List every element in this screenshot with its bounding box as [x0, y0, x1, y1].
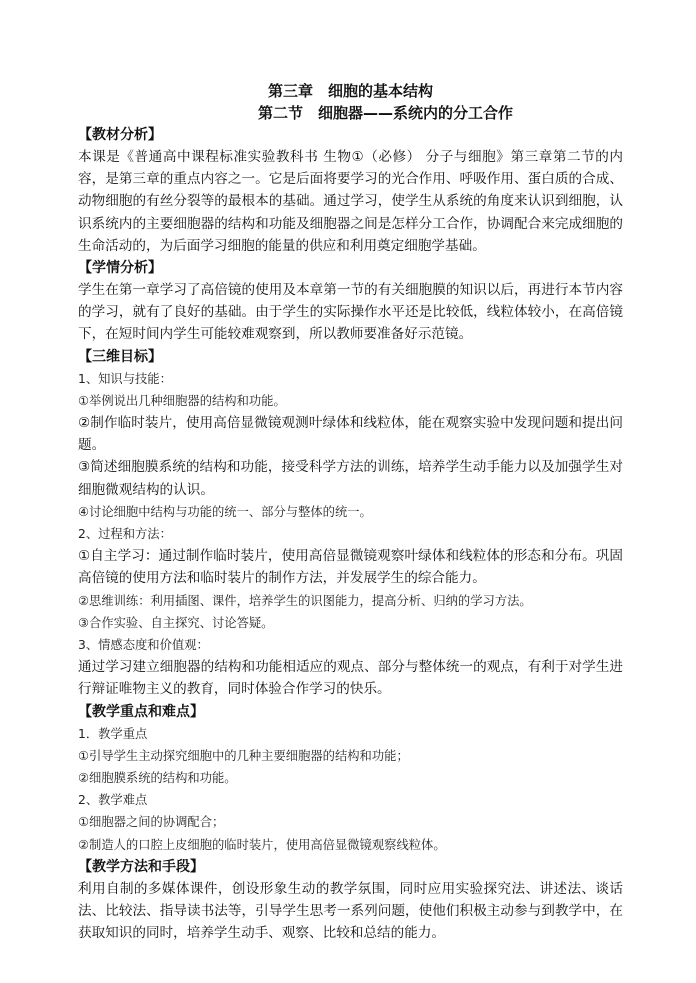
difficulty-item: ②制造人的口腔上皮细胞的临时装片，使用高倍显微镜观察线粒体。 — [78, 837, 446, 852]
section-title: 第二节 细胞器——系统内的分工合作 — [257, 104, 513, 122]
goals-process-subheading: 2、过程和方法： — [78, 527, 172, 541]
goal-item: ③简述细胞膜系统的结构和功能，接受科学方法的训练，培养学生动手能力以及加强学生对细胞微观结构的认识。 — [78, 459, 623, 498]
material-analysis-heading: 【教材分析】 — [78, 127, 162, 143]
goals-knowledge-subheading: 1、知识与技能： — [78, 371, 172, 386]
material-analysis-text: 本课是《普通高中课程标准实验教科书 生物①（必修） 分子与细胞》第三章第二节的内容，是第三章的重点内容之一。它是后面将要学习的光合作用、呼吸作用、蛋白质的合成、动物细胞的有丝分裂等的最根本的基础。通过学习，使学生从系统的角度来认识到细胞，认识系统内的主要细胞器的结构和功能及细胞器之间是怎样分工合作，协调配合来完成细胞的生命活动的，为后面学习细胞的能量的供应和利用奠定细胞学基础。 — [78, 149, 623, 254]
difficulty-item: ①细胞器之间的协调配合； — [78, 815, 225, 830]
goal-item: ①自主学习：通过制作临时装片，使用高倍显微镜观察叶绿体和线粒体的形态和分布。巩固高倍镜的使用方法和临时装片的制作方法，并发展学生的综合能力。 — [78, 548, 623, 587]
key-point-item: ②细胞膜系统的结构和功能。 — [78, 770, 237, 785]
goal-item: ③合作实验、自主探究、讨论答疑。 — [78, 615, 274, 630]
key-point-item: ①引导学生主动探究细胞中的几种主要细胞器的结构和功能； — [78, 748, 409, 763]
student-analysis-heading: 【学情分析】 — [78, 260, 162, 277]
student-analysis-text: 学生在第一章学习了高倍镜的使用及本章第一节的有关细胞膜的知识以后，再进行本节内容的学习，就有了良好的基础。由于学生的实际操作水平还是比较低，线粒体较小，在高倍镜下，在短时间内学生可能较难观察到，所以教师要准备好示范镜。 — [78, 282, 623, 343]
goals-heading: 【三维目标】 — [78, 348, 162, 365]
difficulty-subheading: 2、教学难点 — [78, 793, 148, 808]
goal-item: ④讨论细胞中结构与功能的统一、部分与整体的统一。 — [78, 504, 372, 519]
goals-attitude-subheading: 3、情感态度和价值观： — [78, 637, 209, 652]
methods-heading: 【教学方法和手段】 — [78, 858, 204, 875]
goal-item: 通过学习建立细胞器的结构和功能相适应的观点、部分与整体统一的观点，有利于对学生进行辩证唯物主义的教育，同时体验合作学习的快乐。 — [78, 659, 623, 698]
document-page — [78, 80, 623, 944]
goal-item: ①举例说出几种细胞器的结构和功能。 — [78, 393, 286, 408]
goal-item: ②思维训练：利用插图、课件，培养学生的识图能力，提高分析、归纳的学习方法。 — [78, 593, 532, 608]
methods-text: 利用自制的多媒体课件，创设形象生动的教学氛围，同时应用实验探究法、讲述法、谈话法、比较法、指导读书法等，引导学生思考一系列问题，使他们积极主动参与到教学中，在获取知识的同时，培养学生动手、观察、比较和总结的能力。 — [78, 880, 623, 942]
key-points-heading: 【教学重点和难点】 — [78, 703, 204, 720]
goal-item: ②制作临时装片，使用高倍显微镜观测叶绿体和线粒体，能在观察实验中发现问题和提出问题。 — [78, 415, 623, 454]
key-points-subheading: 1．教学重点 — [78, 726, 148, 741]
chapter-title: 第三章 细胞的基本结构 — [267, 82, 433, 100]
